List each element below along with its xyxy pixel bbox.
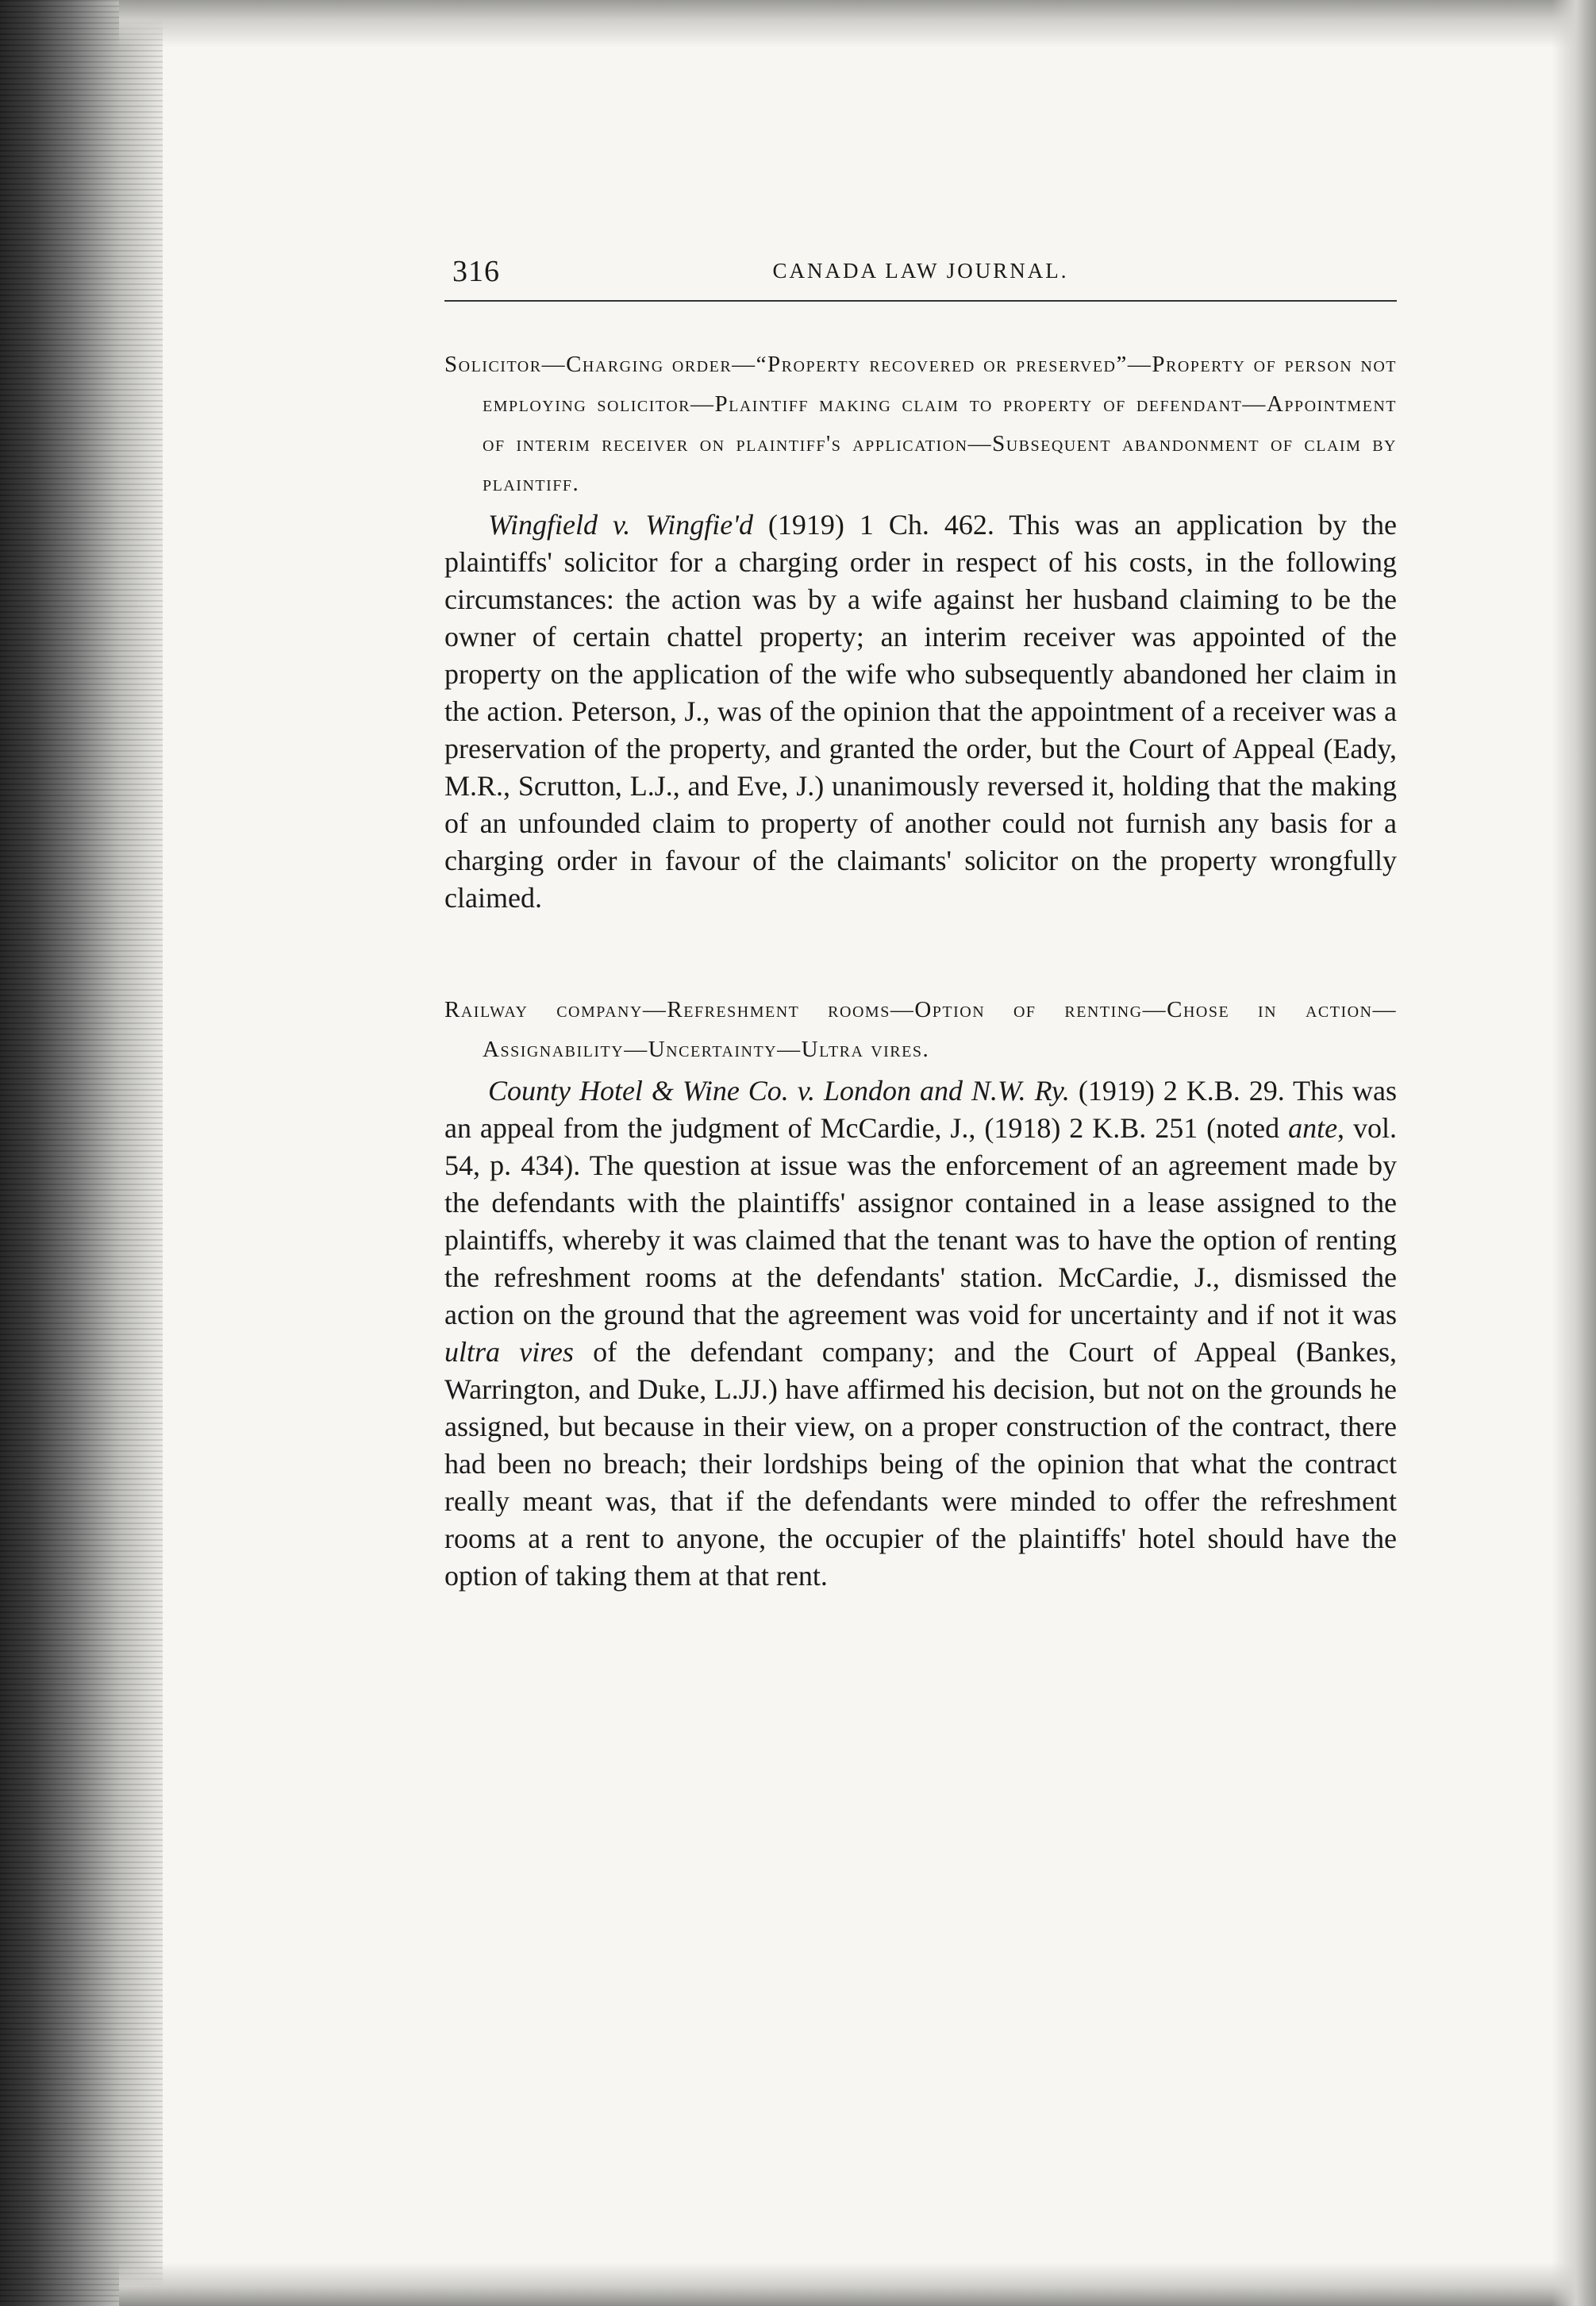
page-number: 316 [452, 255, 500, 288]
body-paragraph: of the defendant company; and the Court of Appeal (Bankes, Warrington, and Duke, L.JJ.) have affirmed his decision, but not on the grounds he assigned, but because in their view, on a proper construction of the contract, there had been no breach; their lordships being of the opinion that what the contract really meant was, that if the defendants were minded to offer the refreshment rooms at a rent to anyone, the occupier of the plaintiffs' hotel should have the option of taking them at that rent. [444, 1336, 1398, 1592]
body-italic-ante: ante [1288, 1112, 1338, 1144]
headnote-text: Railway company—Refreshment rooms—Option of renting—Chose in action—Assignability—Uncertainty—Ultra vires. [444, 997, 1397, 1062]
case-name: County Hotel & Wine Co. v. London and N.W. Ry. [488, 1075, 1070, 1107]
headnote-text: Solicitor—Charging order—“Property recovered or preserved”—Property of person not employing solicitor—Plaintiff making claim to property of defendant—Appointment of interim receiver on plaintiff's application—Subsequent abandonment of claim by plaintiff. [444, 352, 1397, 496]
body-paragraph: This was an appeal from the judgment of McCardie, J., (1918) 2 K.B. 251 (noted [444, 1075, 1397, 1144]
section-headnote [444, 345, 1397, 503]
running-head [444, 254, 1397, 302]
section-body [444, 506, 1397, 917]
case-name: Wingfield v. Wingfie'd [488, 509, 753, 541]
body-paragraph: , vol. 54, p. 434). The question at issue was the enforcement of an agreement made by the defendants with the plaintiffs' assignor contained in a lease assigned to the plaintiffs, whereby it was claimed that the tenant was to have the option of renting the refreshment rooms at the defendants' station. McCardie, J., dismissed the action on the ground that the agreement was void for uncertainty and if not it was [444, 1112, 1397, 1330]
case-citation: (1919) 1 Ch. 462. [752, 509, 1010, 541]
case-citation: (1919) 2 K.B. 29. [1069, 1075, 1294, 1107]
body-paragraph: This was an application by the plaintiffs' solicitor for a charging order in respect of his costs, in the following circumstances: the action was by a wife against her husband claiming to be the owner of certain chattel property; an interim receiver was appointed of the property on the application of the wife who subsequently abandoned her claim in the action. Peterson, J., was of the opinion that the appointment of a receiver was a preservation of the property, and granted the order, but the Court of Appeal (Eady, M.R., Scrutton, L.J., and Eve, J.) unanimously reversed it, holding that the making of an unfounded claim to property of another could not furnish any basis for a charging order in favour of the claimants' solicitor on the property wrongfully claimed. [444, 509, 1398, 914]
section-headnote [444, 990, 1397, 1069]
body-italic-ultra-vires: ultra vires [444, 1336, 574, 1368]
page-right-edge [1552, 0, 1596, 2306]
section-body [444, 1072, 1397, 1595]
journal-title: CANADA LAW JOURNAL. [772, 259, 1069, 283]
page-top-edge [119, 0, 1596, 48]
page-bottom-edge [119, 2262, 1596, 2306]
page-content [444, 254, 1397, 1595]
binding-texture [0, 0, 163, 2306]
